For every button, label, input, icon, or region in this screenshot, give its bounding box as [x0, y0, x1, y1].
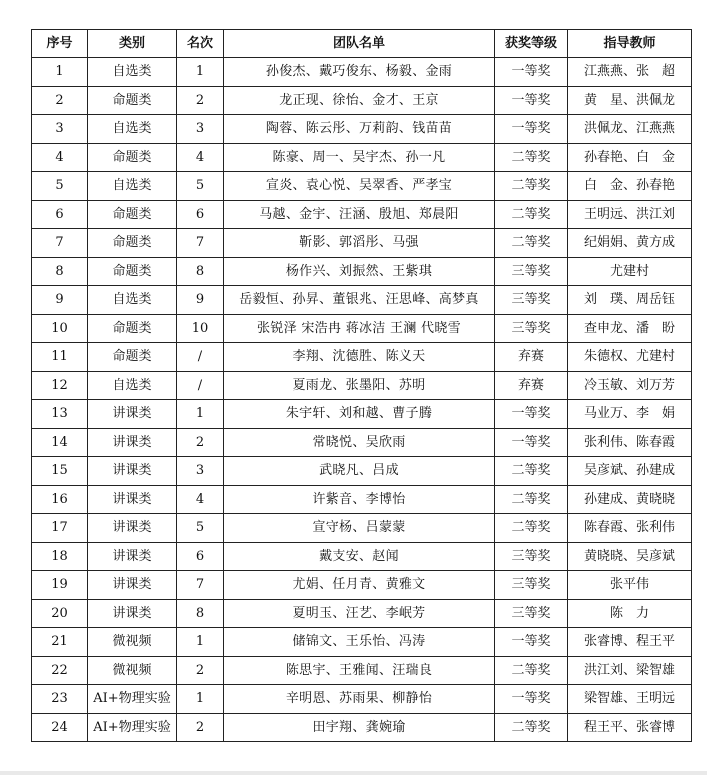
cell-rank: 4: [177, 485, 224, 514]
cell-award: 一等奖: [495, 115, 568, 144]
cell-serial: 2: [32, 86, 88, 115]
cell-rank: 5: [177, 172, 224, 201]
cell-team: 尤娟、任月青、黄雅文: [224, 571, 495, 600]
table-row: [32, 485, 692, 514]
cell-team: 张锐泽 宋浩冉 蒋冰洁 王澜 代晓雪: [224, 314, 495, 343]
header-award: 获奖等级: [495, 30, 568, 58]
cell-category: 命题类: [88, 143, 177, 172]
cell-serial: 16: [32, 485, 88, 514]
cell-teacher: 江燕燕、张 超: [568, 58, 692, 87]
cell-rank: 2: [177, 713, 224, 742]
table-row: [32, 542, 692, 571]
cell-category: 微视频: [88, 628, 177, 657]
cell-rank: 7: [177, 229, 224, 258]
cell-team: 朱宇轩、刘和越、曹子腾: [224, 400, 495, 429]
cell-rank: 8: [177, 599, 224, 628]
table-row: [32, 257, 692, 286]
table-row: [32, 599, 692, 628]
cell-rank: 2: [177, 86, 224, 115]
table-row: [32, 457, 692, 486]
cell-teacher: 纪娟娟、黄方成: [568, 229, 692, 258]
cell-award: 二等奖: [495, 713, 568, 742]
cell-award: 二等奖: [495, 457, 568, 486]
cell-category: 自选类: [88, 172, 177, 201]
cell-rank: 1: [177, 58, 224, 87]
cell-team: 许紫音、李博怡: [224, 485, 495, 514]
cell-category: 讲课类: [88, 400, 177, 429]
table-row: [32, 143, 692, 172]
cell-rank: 3: [177, 457, 224, 486]
cell-team: 辛明恩、苏雨果、柳静怡: [224, 685, 495, 714]
cell-serial: 10: [32, 314, 88, 343]
cell-serial: 21: [32, 628, 88, 657]
cell-rank: 10: [177, 314, 224, 343]
cell-teacher: 洪江刘、梁智雄: [568, 656, 692, 685]
cell-rank: 2: [177, 428, 224, 457]
cell-teacher: 尤建村: [568, 257, 692, 286]
cell-award: 弃赛: [495, 343, 568, 372]
award-table-container: [31, 29, 691, 742]
table-row: [32, 200, 692, 229]
cell-serial: 23: [32, 685, 88, 714]
cell-serial: 7: [32, 229, 88, 258]
cell-category: 讲课类: [88, 485, 177, 514]
cell-serial: 4: [32, 143, 88, 172]
cell-rank: /: [177, 371, 224, 400]
cell-teacher: 孙春艳、白 金: [568, 143, 692, 172]
cell-team: 龙正现、徐怡、金才、王京: [224, 86, 495, 115]
cell-category: 讲课类: [88, 457, 177, 486]
cell-award: 一等奖: [495, 400, 568, 429]
cell-team: 田宇翔、龚婉瑜: [224, 713, 495, 742]
cell-award: 三等奖: [495, 542, 568, 571]
table-row: [32, 514, 692, 543]
cell-team: 陈思宇、王雅闻、汪瑞良: [224, 656, 495, 685]
cell-award: 三等奖: [495, 599, 568, 628]
cell-team: 陶蓉、陈云彤、万莉韵、钱苗苗: [224, 115, 495, 144]
cell-award: 二等奖: [495, 656, 568, 685]
cell-rank: 9: [177, 286, 224, 315]
cell-team: 戴支安、赵闻: [224, 542, 495, 571]
cell-category: 自选类: [88, 286, 177, 315]
header-teacher: 指导教师: [568, 30, 692, 58]
cell-teacher: 朱德权、尤建村: [568, 343, 692, 372]
cell-serial: 14: [32, 428, 88, 457]
cell-award: 三等奖: [495, 257, 568, 286]
table-row: [32, 428, 692, 457]
cell-teacher: 梁智雄、王明远: [568, 685, 692, 714]
table-row: [32, 371, 692, 400]
cell-team: 马越、金宇、汪涵、殷旭、郑晨阳: [224, 200, 495, 229]
cell-category: 命题类: [88, 314, 177, 343]
cell-rank: 7: [177, 571, 224, 600]
cell-team: 夏雨龙、张墨阳、苏明: [224, 371, 495, 400]
cell-teacher: 马业万、李 娟: [568, 400, 692, 429]
cell-teacher: 王明远、洪江刘: [568, 200, 692, 229]
page-bottom-divider: [0, 771, 707, 775]
cell-rank: 2: [177, 656, 224, 685]
cell-team: 孙俊杰、戴巧俊东、杨毅、金雨: [224, 58, 495, 87]
cell-serial: 24: [32, 713, 88, 742]
cell-category: AI+物理实验: [88, 713, 177, 742]
cell-rank: 6: [177, 200, 224, 229]
cell-team: 靳影、郭滔彤、马强: [224, 229, 495, 258]
cell-serial: 19: [32, 571, 88, 600]
cell-category: 自选类: [88, 115, 177, 144]
cell-team: 李翔、沈德胜、陈义天: [224, 343, 495, 372]
table-row: [32, 172, 692, 201]
cell-award: 三等奖: [495, 314, 568, 343]
cell-teacher: 洪佩龙、江燕燕: [568, 115, 692, 144]
cell-category: 命题类: [88, 343, 177, 372]
cell-category: 讲课类: [88, 571, 177, 600]
cell-team: 杨作兴、刘振然、王紫琪: [224, 257, 495, 286]
cell-teacher: 陈 力: [568, 599, 692, 628]
cell-category: 命题类: [88, 257, 177, 286]
cell-teacher: 黄晓晓、吴彦斌: [568, 542, 692, 571]
cell-rank: /: [177, 343, 224, 372]
cell-team: 陈豪、周一、吴宇杰、孙一凡: [224, 143, 495, 172]
cell-team: 武晓凡、吕成: [224, 457, 495, 486]
table-row: [32, 628, 692, 657]
cell-team: 夏明玉、汪艺、李岷芳: [224, 599, 495, 628]
table-row: [32, 86, 692, 115]
cell-award: 三等奖: [495, 286, 568, 315]
header-team: 团队名单: [224, 30, 495, 58]
table-row: [32, 115, 692, 144]
cell-teacher: 白 金、孙春艳: [568, 172, 692, 201]
cell-award: 二等奖: [495, 485, 568, 514]
cell-rank: 3: [177, 115, 224, 144]
cell-award: 一等奖: [495, 628, 568, 657]
cell-serial: 8: [32, 257, 88, 286]
table-row: [32, 343, 692, 372]
cell-serial: 5: [32, 172, 88, 201]
cell-teacher: 张睿博、程王平: [568, 628, 692, 657]
cell-rank: 8: [177, 257, 224, 286]
cell-serial: 11: [32, 343, 88, 372]
cell-serial: 22: [32, 656, 88, 685]
cell-serial: 9: [32, 286, 88, 315]
table-body: [32, 58, 692, 742]
cell-award: 一等奖: [495, 428, 568, 457]
cell-award: 二等奖: [495, 514, 568, 543]
cell-serial: 13: [32, 400, 88, 429]
cell-serial: 1: [32, 58, 88, 87]
cell-category: 自选类: [88, 58, 177, 87]
header-serial: 序号: [32, 30, 88, 58]
cell-serial: 17: [32, 514, 88, 543]
cell-award: 一等奖: [495, 58, 568, 87]
cell-award: 二等奖: [495, 229, 568, 258]
cell-serial: 18: [32, 542, 88, 571]
table-row: [32, 286, 692, 315]
cell-rank: 6: [177, 542, 224, 571]
cell-serial: 15: [32, 457, 88, 486]
cell-rank: 1: [177, 685, 224, 714]
cell-teacher: 冷玉敏、刘万芳: [568, 371, 692, 400]
cell-rank: 4: [177, 143, 224, 172]
cell-team: 岳毅恒、孙昇、董银兆、汪思峰、高梦真: [224, 286, 495, 315]
cell-rank: 1: [177, 628, 224, 657]
cell-category: 讲课类: [88, 599, 177, 628]
header-category: 类别: [88, 30, 177, 58]
cell-teacher: 黄 星、洪佩龙: [568, 86, 692, 115]
cell-teacher: 孙建成、黄晓晓: [568, 485, 692, 514]
cell-team: 常晓悦、吴欣雨: [224, 428, 495, 457]
table-row: [32, 229, 692, 258]
cell-teacher: 程王平、张睿博: [568, 713, 692, 742]
cell-category: 微视频: [88, 656, 177, 685]
cell-award: 二等奖: [495, 200, 568, 229]
table-row: [32, 400, 692, 429]
cell-rank: 5: [177, 514, 224, 543]
cell-teacher: 吴彦斌、孙建成: [568, 457, 692, 486]
cell-category: 命题类: [88, 229, 177, 258]
cell-rank: 1: [177, 400, 224, 429]
award-table: [31, 29, 692, 742]
cell-team: 宣炎、袁心悦、吴翠香、严孝宝: [224, 172, 495, 201]
cell-category: AI+物理实验: [88, 685, 177, 714]
cell-team: 储锦文、王乐怡、冯涛: [224, 628, 495, 657]
cell-award: 二等奖: [495, 172, 568, 201]
cell-award: 二等奖: [495, 143, 568, 172]
table-row: [32, 58, 692, 87]
cell-teacher: 张利伟、陈春霞: [568, 428, 692, 457]
cell-category: 讲课类: [88, 514, 177, 543]
table-row: [32, 571, 692, 600]
cell-award: 一等奖: [495, 86, 568, 115]
cell-category: 命题类: [88, 200, 177, 229]
cell-category: 讲课类: [88, 542, 177, 571]
cell-category: 命题类: [88, 86, 177, 115]
cell-award: 弃赛: [495, 371, 568, 400]
cell-category: 讲课类: [88, 428, 177, 457]
cell-category: 自选类: [88, 371, 177, 400]
table-row: [32, 685, 692, 714]
cell-teacher: 刘 璞、周岳钰: [568, 286, 692, 315]
header-rank: 名次: [177, 30, 224, 58]
cell-serial: 6: [32, 200, 88, 229]
cell-teacher: 陈春霞、张利伟: [568, 514, 692, 543]
cell-award: 三等奖: [495, 571, 568, 600]
cell-teacher: 查申龙、潘 盼: [568, 314, 692, 343]
table-row: [32, 713, 692, 742]
table-row: [32, 314, 692, 343]
cell-team: 宣守杨、吕蒙蒙: [224, 514, 495, 543]
cell-teacher: 张平伟: [568, 571, 692, 600]
table-header-row: [32, 30, 692, 58]
cell-award: 一等奖: [495, 685, 568, 714]
cell-serial: 3: [32, 115, 88, 144]
cell-serial: 20: [32, 599, 88, 628]
table-row: [32, 656, 692, 685]
cell-serial: 12: [32, 371, 88, 400]
